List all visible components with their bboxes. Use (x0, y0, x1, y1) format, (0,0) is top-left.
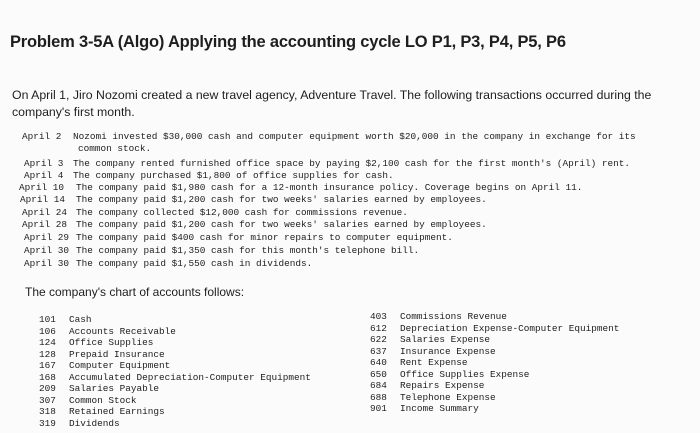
account-name: Rent Expense (400, 357, 468, 368)
account-row (39, 349, 165, 360)
account-number: 901 (370, 403, 387, 414)
account-number: 640 (370, 357, 387, 368)
account-row (370, 346, 496, 357)
account-row (370, 311, 507, 322)
account-number: 168 (39, 371, 56, 383)
transaction-date: April 29 (24, 232, 70, 243)
transaction-text: Nozomi invested $30,000 cash and computer equipment worth $20,000 in the company in exchange for its (73, 131, 636, 142)
account-number: 622 (370, 334, 387, 345)
transaction-date: April 2 (22, 131, 62, 142)
account-row (39, 326, 176, 337)
account-row (39, 395, 137, 406)
account-name: Commissions Revenue (400, 311, 507, 322)
account-name: Salaries Payable (69, 383, 160, 394)
account-number: 403 (370, 311, 387, 322)
transaction-text: The company paid $1,550 cash in dividends. (76, 258, 313, 269)
transaction-text: The company paid $1,200 cash for two weeks' salaries earned by employees. (76, 219, 487, 230)
account-number: 684 (370, 380, 387, 391)
account-name: Common Stock (69, 394, 137, 406)
transaction-text: The company paid $1,980 cash for a 12-month insurance policy. Coverage begins on April 11. (76, 182, 583, 193)
transaction-text: The company rented furnished office space by paying $2,100 cash for the first month's (April) rent. (73, 158, 630, 169)
account-number: 124 (39, 337, 56, 348)
account-number: 209 (39, 383, 56, 394)
account-number: 637 (370, 345, 387, 357)
transaction-date: April 10 (19, 182, 65, 193)
account-number: 612 (370, 322, 387, 334)
transaction-text: The company paid $1,200 cash for two weeks' salaries earned by employees. (76, 194, 487, 205)
transaction-text: The company paid $400 cash for minor repairs to computer equipment. (76, 232, 453, 243)
account-row (370, 380, 484, 391)
account-row (370, 323, 619, 334)
account-number: 650 (370, 368, 387, 380)
account-number: 688 (370, 391, 387, 403)
account-row (370, 357, 468, 368)
account-name: Income Summary (400, 403, 479, 414)
transaction-date: April 4 (24, 170, 64, 181)
account-number: 319 (39, 417, 56, 429)
account-name: Accounts Receivable (69, 325, 176, 337)
account-row (39, 418, 120, 429)
chart-of-accounts-heading: The company's chart of accounts follows: (25, 285, 245, 299)
account-number: 106 (39, 325, 56, 337)
account-number: 128 (39, 348, 56, 360)
transaction-date: April 24 (22, 207, 68, 218)
account-name: Salaries Expense (400, 334, 491, 345)
account-row (39, 337, 153, 348)
account-name: Dividends (69, 417, 120, 429)
account-row (370, 334, 490, 345)
account-name: Office Supplies Expense (400, 368, 530, 380)
intro-paragraph: On April 1, Jiro Nozomi created a new travel agency, Adventure Travel. The following transactions occurred during the company's first month. (12, 88, 652, 119)
account-number: 307 (39, 394, 56, 406)
transaction-text: The company paid $1,350 cash for this month's telephone bill. (76, 245, 420, 256)
transaction-date: April 14 (20, 194, 66, 205)
account-name: Retained Earnings (69, 406, 165, 417)
account-name: Computer Equipment (69, 360, 171, 371)
account-name: Cash (69, 314, 92, 325)
account-name: Prepaid Insurance (69, 348, 165, 360)
transaction-date: April 30 (24, 258, 70, 269)
transaction-text: The company purchased $1,800 of office supplies for cash. (73, 170, 394, 181)
account-number: 167 (39, 360, 56, 371)
account-row (370, 392, 496, 403)
account-name: Office Supplies (69, 337, 154, 348)
account-row (370, 403, 479, 414)
account-row (39, 372, 311, 383)
account-row (39, 360, 170, 371)
transaction-text: The company collected $12,000 cash for commissions revenue. (76, 207, 408, 218)
account-number: 101 (39, 314, 56, 325)
account-row (370, 369, 529, 380)
problem-title: Problem 3-5A (Algo) Applying the accounting cycle LO P1, P3, P4, P5, P6 (10, 33, 566, 51)
transaction-date: April 30 (24, 245, 70, 256)
account-name: Accumulated Depreciation-Computer Equipment (69, 371, 311, 383)
transaction-date: April 3 (24, 158, 64, 169)
account-number: 318 (39, 406, 56, 417)
account-name: Telephone Expense (400, 391, 496, 403)
account-row (39, 383, 159, 394)
account-name: Insurance Expense (400, 345, 496, 357)
account-row (39, 406, 165, 417)
transaction-text-continuation: common stock. (78, 143, 152, 154)
transaction-date: April 28 (22, 219, 68, 230)
account-name: Depreciation Expense-Computer Equipment (400, 322, 620, 334)
account-name: Repairs Expense (400, 380, 485, 391)
account-row (39, 314, 92, 325)
